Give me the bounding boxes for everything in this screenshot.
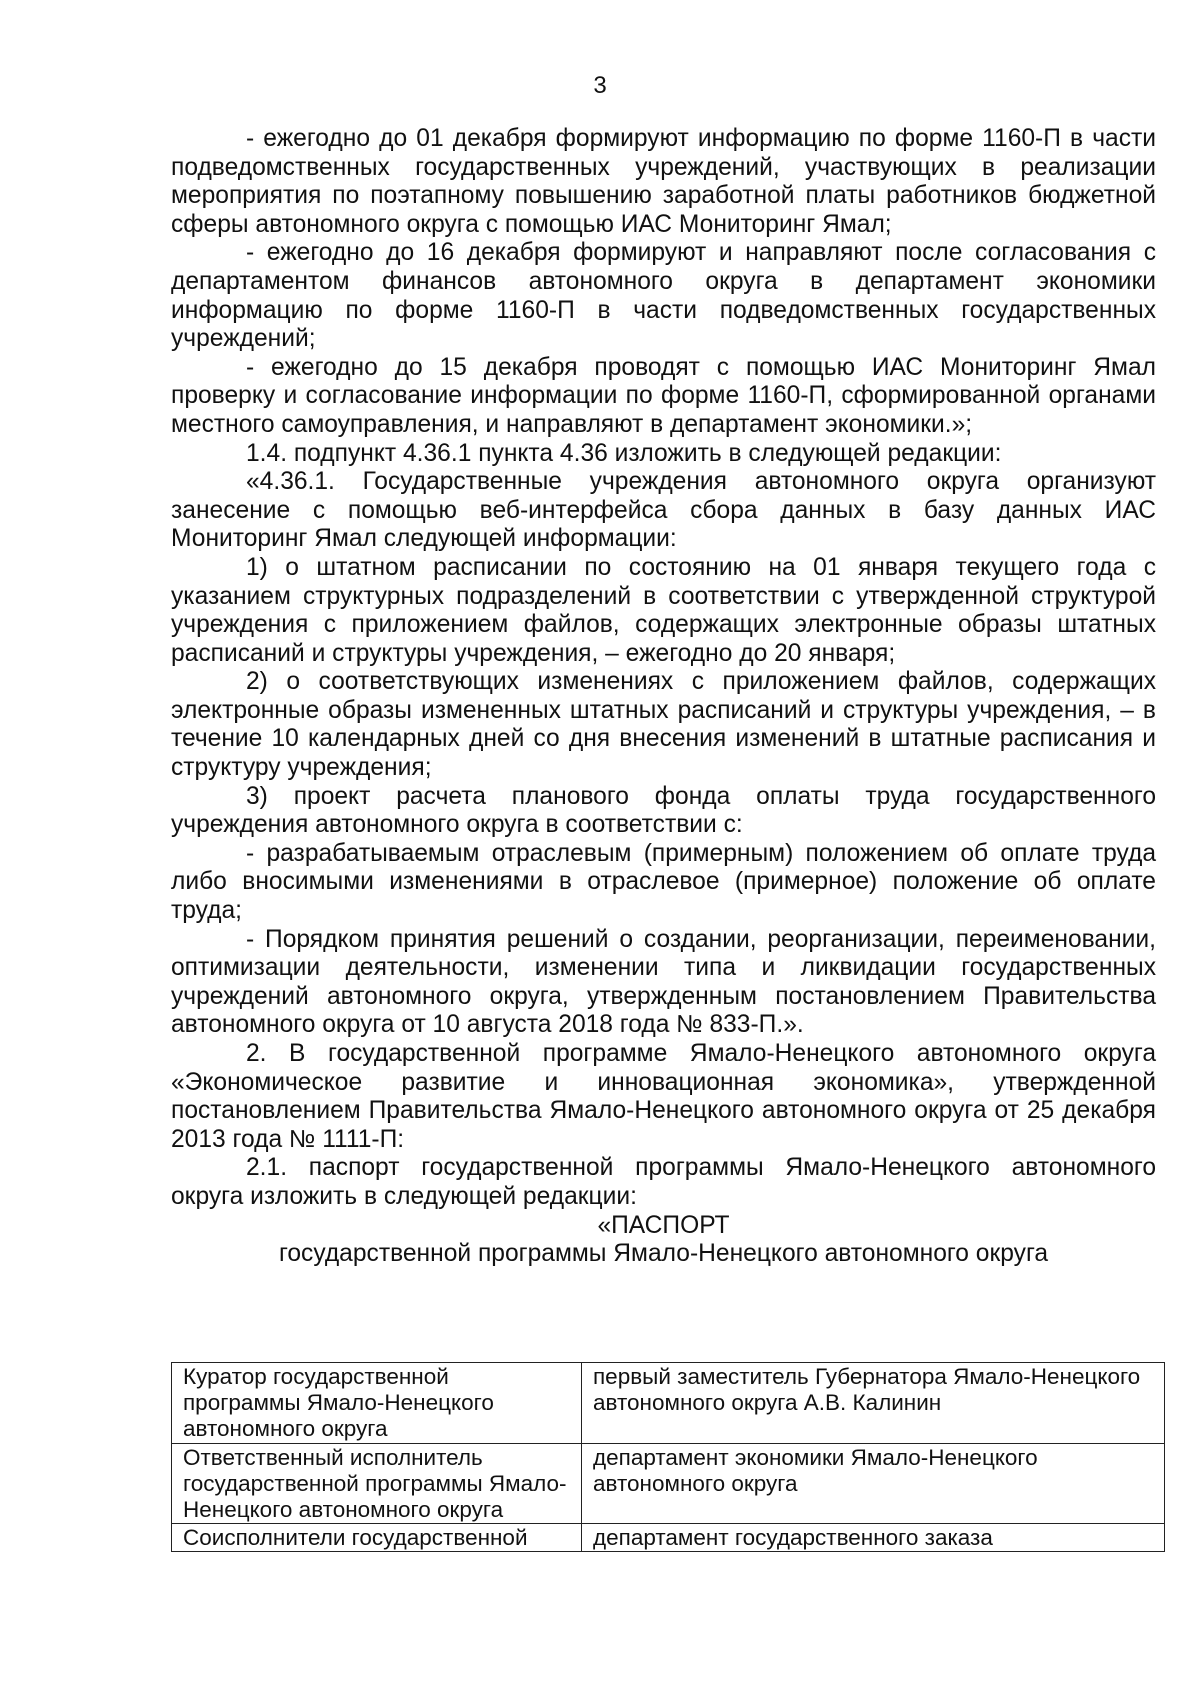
paragraph: 3) проект расчета планового фонда оплаты труда государственного учреждения автономного округа в соответствии с: bbox=[171, 782, 1156, 839]
document-body bbox=[171, 125, 1156, 1269]
passport-table bbox=[171, 1362, 1165, 1552]
paragraph: - ежегодно до 01 декабря формируют информацию по форме 1160-П в части подведомственных государственных учреждений, участвующих в реализации мероприятия по поэтапному повышению заработной платы работников бюджетной сферы автономного округа с помощью ИАС Мониторинг Ямал; bbox=[171, 125, 1156, 238]
paragraph: - разрабатываемым отраслевым (примерным) положением об оплате труда либо вносимыми изменениями в отраслевое (примерное) положение об оплате труда; bbox=[171, 839, 1156, 925]
row-label: Соисполнители государственной bbox=[172, 1524, 582, 1552]
paragraph: 1) о штатном расписании по состоянию на 01 января текущего года с указанием структурных подразделений в соответствии с утвержденной структурой учреждения с приложением файлов, содержащих электронные образы штатных расписаний и структуры учреждения, – ежегодно до 20 января; bbox=[171, 553, 1156, 667]
paragraph: 1.4. подпункт 4.36.1 пункта 4.36 изложить в следующей редакции: bbox=[246, 439, 1002, 467]
paragraph: - ежегодно до 15 декабря проводят с помощью ИАС Мониторинг Ямал проверку и согласование информации по форме 1160-П, сформированной органами местного самоуправления, и направляют в департамент экономики.»; bbox=[171, 353, 1156, 438]
table-row bbox=[172, 1524, 1165, 1552]
paragraph: 2) о соответствующих изменениях с приложением файлов, содержащих электронные образы измененных штатных расписаний и структуры учреждения, – в течение 10 календарных дней со дня внесения изменений в штатные расписания и структуру учреждения; bbox=[171, 668, 1156, 782]
paragraph: 2. В государственной программе Ямало-Ненецкого автономного округа «Экономическое развитие и инновационная экономика», утвержденной постановлением Правительства Ямало-Ненецкого автономного округа от 25 декабря 2013 года № 1111-П: bbox=[171, 1040, 1156, 1153]
row-value: первый заместитель Губернатора Ямало-Ненецкого автономного округа А.В. Калинин bbox=[582, 1363, 1165, 1444]
paragraph: 2.1. паспорт государственной программы Ямало-Ненецкого автономного округа изложить в следующей редакции: bbox=[171, 1154, 1156, 1210]
row-value: департамент государственного заказа bbox=[582, 1524, 1165, 1552]
row-label: Ответственный исполнитель государственной программы Ямало-Ненецкого автономного округа bbox=[172, 1443, 582, 1524]
paragraph: «4.36.1. Государственные учреждения автономного округа организуют занесение с помощью веб-интерфейса сбора данных в базу данных ИАС Мониторинг Ямал следующей информации: bbox=[171, 468, 1156, 553]
passport-title: «ПАСПОРТ bbox=[597, 1211, 730, 1239]
row-value: департамент экономики Ямало-Ненецкого автономного округа bbox=[582, 1443, 1165, 1524]
table-row bbox=[172, 1443, 1165, 1524]
row-label: Куратор государственной программы Ямало-Ненецкого автономного округа bbox=[172, 1363, 582, 1444]
paragraph: - ежегодно до 16 декабря формируют и направляют после согласования с департаментом финансов автономного округа в департамент экономики информацию по форме 1160-П в части подведомственных государственных учреждений; bbox=[171, 239, 1156, 353]
passport-subtitle: государственной программы Ямало-Ненецкого автономного округа bbox=[278, 1240, 1049, 1268]
table-row bbox=[172, 1363, 1165, 1444]
paragraph: - Порядком принятия решений о создании, реорганизации, переименовании, оптимизации деятельности, изменении типа и ликвидации государственных учреждений автономного округа, утвержденным постановлением Правительства автономного округа от 10 августа 2018 года № 833-П.». bbox=[171, 925, 1156, 1039]
page-number: 3 bbox=[593, 72, 607, 99]
